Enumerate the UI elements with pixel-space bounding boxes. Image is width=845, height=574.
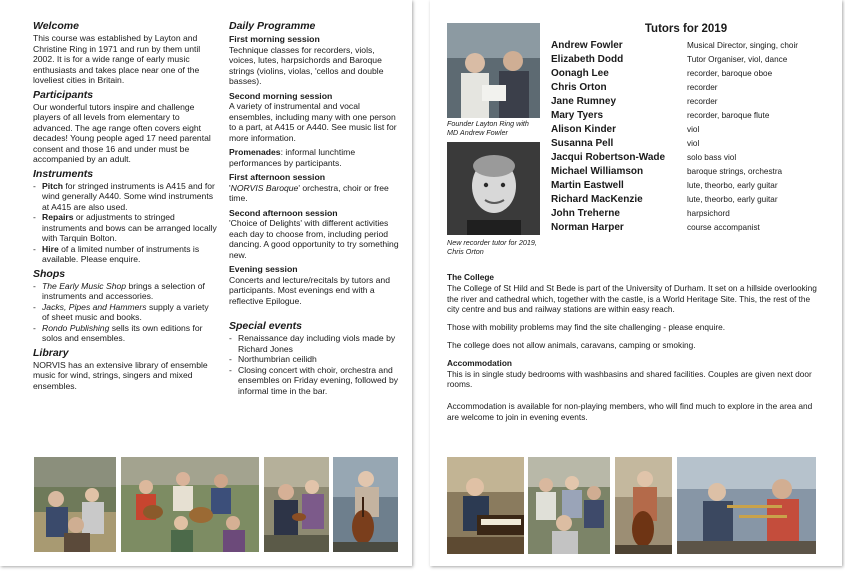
tutor-name: Elizabeth Dodd: [551, 54, 624, 65]
tutor-row: [551, 123, 826, 137]
tutor-name: John Treherne: [551, 208, 620, 219]
tutor-role: solo bass viol: [687, 153, 737, 162]
first-morning-text: Technique classes for recorders, viols, voices, lutes, harpsichords and Baroque strings (violins, violas, 'cellos and double basses).: [229, 44, 384, 87]
instruments-heading: Instruments: [33, 167, 94, 180]
list-item: - Closing concert with choir, orchestra and ensembles on Friday evening, followed by informal time in the bar.: [229, 365, 399, 397]
library-text: NORVIS has an extensive library of ensemble music for wind, strings, singers and mixed ensembles.: [33, 359, 208, 391]
tutor-role: recorder: [687, 97, 718, 106]
tutor-role: Musical Director, singing, choir: [687, 41, 799, 50]
college-heading: The College: [447, 272, 495, 282]
tutor-name: Oonagh Lee: [551, 68, 609, 79]
accommodation-text-1: This is in single study bedrooms with washbasins and shared facilities. Couples are given next door rooms.: [447, 368, 812, 390]
daily-heading: Daily Programme: [229, 20, 316, 32]
tutor-row: [551, 193, 826, 207]
participants-heading: Participants: [33, 88, 94, 101]
list-item: - Repairs or adjustments to stringed instruments and bows can be arranged locally with Tarquin Bolton.: [33, 212, 218, 244]
tutor-role: course accompanist: [687, 223, 760, 232]
photo-recorder-players: [34, 457, 116, 552]
tutor-row: [551, 95, 826, 109]
tutor-role: recorder, baroque oboe: [687, 69, 773, 78]
tutor-name: Richard MacKenzie: [551, 194, 643, 205]
tutor-role: baroque strings, orchestra: [687, 167, 783, 176]
special-list: [229, 333, 399, 396]
photo-harpsichord: [447, 457, 524, 554]
special-heading: Special events: [229, 320, 302, 333]
tutor-role: harpsichord: [687, 209, 730, 218]
list-item: - Rondo Publishing sells its own editions for solos and ensembles.: [33, 323, 218, 344]
second-morning-text: A variety of instrumental and vocal ensembles, including many with one person to a part, at A415 or A440. See music list for more information.: [229, 101, 397, 143]
tutor-row: [551, 137, 826, 151]
tutor-row: [551, 221, 826, 235]
first-afternoon-text: 'NORVIS Baroque' orchestra, choir or free time.: [229, 182, 389, 204]
tutor-row: [551, 81, 826, 95]
photo-founder: [447, 23, 540, 118]
shops-heading: Shops: [33, 267, 66, 280]
tutor-role: Tutor Organiser, viol, dance: [687, 55, 788, 64]
tutor-role: viol: [687, 139, 700, 148]
second-afternoon-title: Second afternoon session: [229, 207, 338, 218]
first-morning-title: First morning session: [229, 34, 320, 44]
photo-cellist: [333, 457, 398, 552]
tutor-row: [551, 39, 826, 53]
shops-list: [33, 281, 218, 344]
tutor-name: Norman Harper: [551, 222, 624, 233]
tutor-row: [551, 165, 826, 179]
list-item: - Jacks, Pipes and Hammers supply a variety of sheet music and books.: [33, 302, 218, 323]
tutor-name: Martin Eastwell: [551, 180, 624, 191]
tutor-row: [551, 53, 826, 67]
tutor-name: Chris Orton: [551, 82, 607, 93]
list-item: - The Early Music Shop brings a selection of instruments and accessories.: [33, 281, 218, 302]
list-item: - Hire of a limited number of instruments is available. Please enquire.: [33, 244, 218, 265]
accommodation-text-2: Accommodation is available for non-playing members, who will find much to explore in the area and are welcome to join in evening events.: [447, 401, 813, 422]
photo-sackbut-players: [677, 457, 816, 554]
tutor-name: Andrew Fowler: [551, 40, 623, 51]
tutor-name: Susanna Pell: [551, 138, 614, 149]
tutor-role: lute, theorbo, early guitar: [687, 195, 778, 204]
first-afternoon-title: First afternoon session: [229, 172, 326, 183]
photo-lute-ensemble: [121, 457, 259, 552]
tutor-role: recorder: [687, 83, 718, 92]
photo-viol-player: [615, 457, 672, 554]
list-item: - Northumbrian ceilidh: [229, 354, 399, 365]
welcome-text: This course was established by Layton and Christine Ring in 1971 and run by them until 2002. It is for a wide range of early music enthusiasts and takes place near one of the loveliest cities in Britain.: [33, 33, 201, 85]
tutor-name: Jane Rumney: [551, 96, 617, 107]
second-morning-title: Second morning session: [229, 90, 333, 101]
photo-recorder-tutor: [447, 142, 540, 235]
tutor-row: [551, 207, 826, 221]
evening-title: Evening session: [229, 264, 298, 275]
tutor-name: Mary Tyers: [551, 110, 604, 121]
tutor-row: [551, 151, 826, 165]
tutor-role: viol: [687, 125, 700, 134]
tutor-role: recorder, baroque flute: [687, 111, 770, 120]
list-item: - Pitch for stringed instruments is A415 and for wind generally A440. Some wind instruments at A415 are also used.: [33, 181, 218, 213]
instruments-list: [33, 181, 218, 265]
accommodation-heading: Accommodation: [447, 357, 512, 368]
photo-recorder-group: [528, 457, 610, 554]
list-item: - Renaissance day including viols made by Richard Jones: [229, 333, 399, 354]
tutors-table: [551, 39, 826, 235]
tutor-name: Michael Williamson: [551, 166, 644, 177]
tutor-role: lute, theorbo, early guitar: [687, 181, 778, 190]
evening-text: Concerts and lecture/recitals by tutors and participants. Most evenings end with a reflective Epilogue.: [229, 274, 390, 306]
promenades-text: Promenades: informal lunchtime performances by participants.: [229, 147, 356, 168]
tutor-row: [551, 179, 826, 193]
left-column: [33, 20, 218, 391]
welcome-heading: Welcome: [33, 20, 79, 32]
college-text-3: The college does not allow animals, caravans, camping or smoking.: [447, 339, 696, 350]
caption-founder: Founder Layton Ring with MD Andrew Fowler: [447, 119, 529, 137]
library-heading: Library: [33, 346, 69, 359]
photo-violinists: [264, 457, 329, 552]
tutor-row: [551, 109, 826, 123]
tutors-title: Tutors for 2019: [644, 23, 728, 35]
caption-recorder-tutor: New recorder tutor for 2019, Chris Orton: [447, 238, 537, 256]
middle-column: [229, 20, 399, 396]
college-text-1: The College of St Hild and St Bede is part of the University of Durham. It set on a hillside overlooking the river and cathedral which, together with the castle, is a World Heritage Site. This, the rest of the city centre and bus and railway stations are within easy reach.: [447, 282, 817, 315]
college-section: [447, 272, 822, 423]
participants-text: Our wonderful tutors inspire and challenge players of all levels from elementary to advanced. The age range often covers eight decades! Young people aged 17 need parental consent and those 16 and under must be accompanied by an adult.: [33, 101, 211, 164]
tutor-row: [551, 67, 826, 81]
second-afternoon-text: 'Choice of Delights' with different activities each day to choose from, including period dancing. A good opportunity to try something new.: [229, 218, 399, 260]
college-text-2: Those with mobility problems may find the site challenging - please enquire.: [447, 322, 726, 333]
tutor-name: Jacqui Robertson-Wade: [551, 152, 666, 163]
tutor-name: Alison Kinder: [551, 124, 617, 135]
